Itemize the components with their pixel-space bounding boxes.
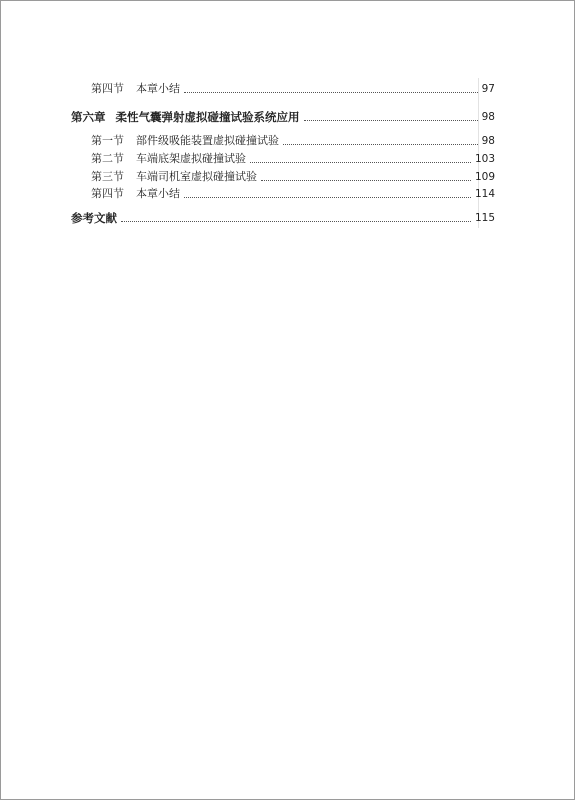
toc-section-number: 第四节: [91, 187, 124, 200]
toc-dot-leader: [184, 197, 471, 198]
toc-entry-chapter[interactable]: [71, 108, 495, 124]
toc-page-number: 115: [474, 212, 495, 224]
toc-section-number: 第二节: [91, 152, 124, 165]
toc-dot-leader: [261, 180, 471, 181]
toc-dot-leader: [121, 221, 471, 222]
toc-page-number: 97: [481, 83, 495, 95]
toc-dot-leader: [250, 162, 471, 163]
toc-dot-leader: [283, 144, 478, 145]
toc-dot-leader: [184, 92, 478, 93]
toc-section-number: 第一节: [91, 134, 124, 147]
toc-entry-title: 车端司机室虚拟碰撞试验: [136, 170, 257, 183]
toc-page-number: 109: [474, 171, 495, 183]
toc-entry-section[interactable]: [71, 185, 495, 201]
toc-entry-section[interactable]: [71, 168, 495, 184]
toc-entry-section[interactable]: [71, 80, 495, 96]
toc-entry-title: 部件级吸能装置虚拟碰撞试验: [136, 134, 279, 147]
toc-entry-title: 参考文献: [71, 211, 117, 225]
toc-entry-title: 本章小结: [136, 187, 180, 200]
toc-section-number: 第四节: [91, 82, 124, 95]
toc-chapter-number: 第六章: [71, 110, 106, 124]
toc-entry-title: 车端底架虚拟碰撞试验: [136, 152, 246, 165]
toc-entry-title: 柔性气囊弹射虚拟碰撞试验系统应用: [115, 110, 300, 124]
toc-page-number: 98: [481, 135, 495, 147]
toc-entry-section[interactable]: [71, 150, 495, 166]
toc-page-number: 98: [481, 111, 495, 123]
toc-entry-title: 本章小结: [136, 82, 180, 95]
toc-dot-leader: [304, 120, 478, 121]
toc-section-number: 第三节: [91, 170, 124, 183]
toc-page-number: 114: [474, 188, 495, 200]
toc-entry-references[interactable]: [71, 209, 495, 225]
toc-page-number: 103: [474, 153, 495, 165]
toc-entry-section[interactable]: [71, 132, 495, 148]
